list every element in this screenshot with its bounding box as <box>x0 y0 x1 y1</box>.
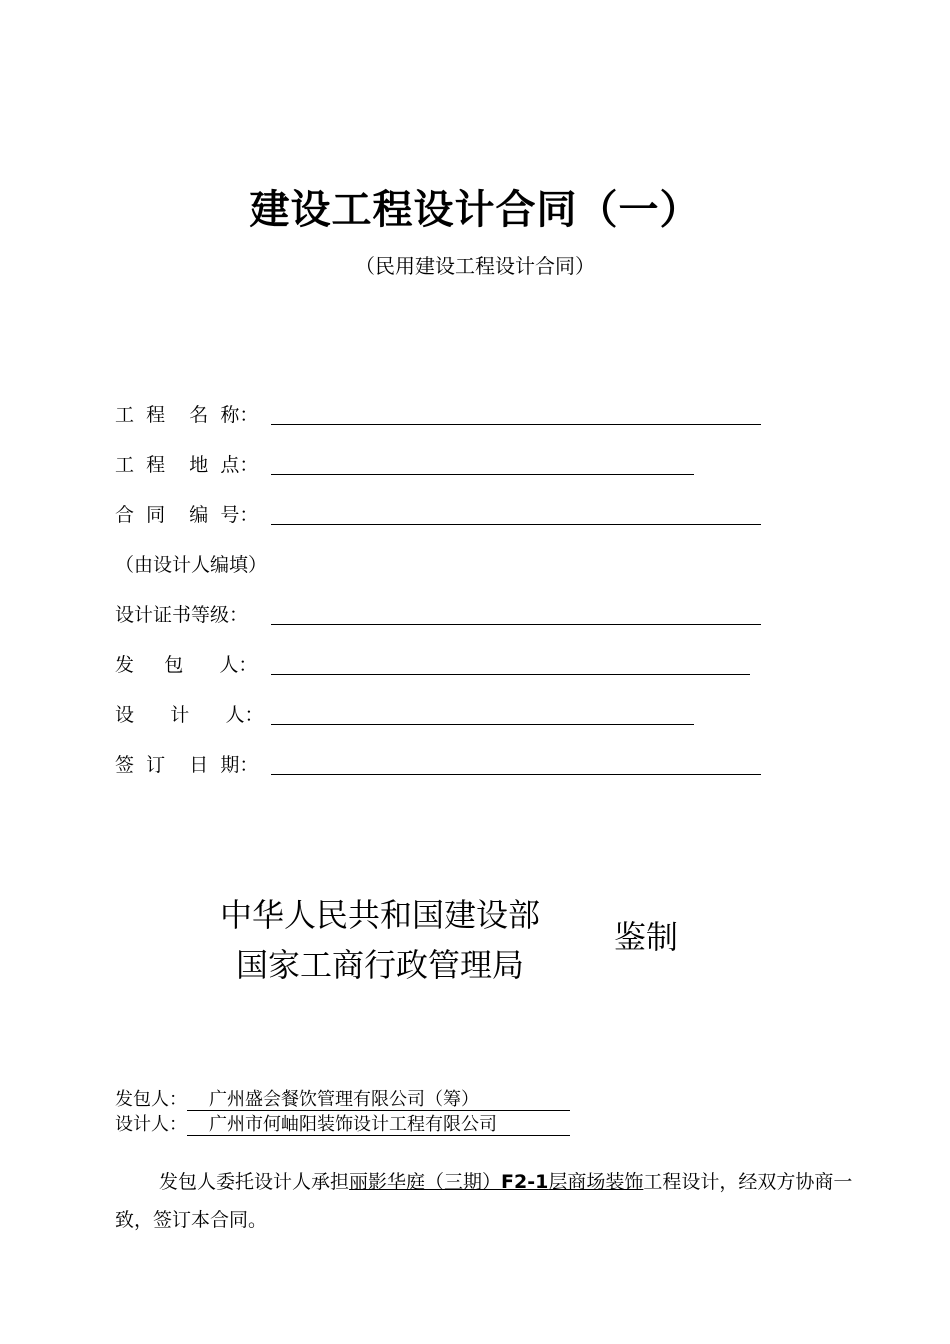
floor-text: F2-1 <box>501 1171 549 1193</box>
scope-text: 层商场装饰 <box>548 1171 644 1193</box>
field-label: 工 程 地 点： <box>115 454 259 476</box>
para-text: 工程设计，经双方协商一致，签订本合同。 <box>115 1171 853 1231</box>
party-label: 设计人： <box>115 1114 187 1135</box>
blank-line <box>271 774 761 775</box>
blank-line <box>271 424 761 425</box>
field-label: 发 包 人： <box>115 654 258 676</box>
blank-line <box>271 674 750 675</box>
party-label: 发包人： <box>115 1089 187 1110</box>
party-designer <box>115 1110 570 1136</box>
field-label: 工 程 名 称： <box>115 404 259 426</box>
project-name-text: 丽影华庭（三期） <box>349 1171 502 1193</box>
party-value: 广州盛会餐饮管理有限公司（筹） <box>187 1090 570 1111</box>
issuer-ministry: 中华人民共和国建设部 <box>220 896 541 934</box>
document-subtitle: （民用建设工程设计合同） <box>355 254 595 278</box>
issued-label: 鉴制 <box>614 918 679 956</box>
party-value: 广州市何岫阳装饰设计工程有限公司 <box>187 1115 570 1136</box>
field-label: 合 同 编 号： <box>115 504 259 526</box>
contract-number-note: （由设计人编填） <box>115 554 268 576</box>
para-text: 发包人委托设计人承担 <box>159 1171 350 1193</box>
field-label: 设 计 人： <box>115 704 264 726</box>
blank-line <box>271 524 761 525</box>
field-label: 签 订 日 期： <box>115 754 259 776</box>
blank-line <box>271 724 694 725</box>
field-label: 设计证书等级： <box>115 604 249 626</box>
party-client <box>115 1085 570 1111</box>
blank-line <box>271 474 694 475</box>
blank-line <box>271 624 761 625</box>
document-title: 建设工程设计合同（一） <box>249 187 701 233</box>
contract-intro-paragraph <box>115 1163 855 1239</box>
issuer-administration: 国家工商行政管理局 <box>236 946 525 984</box>
